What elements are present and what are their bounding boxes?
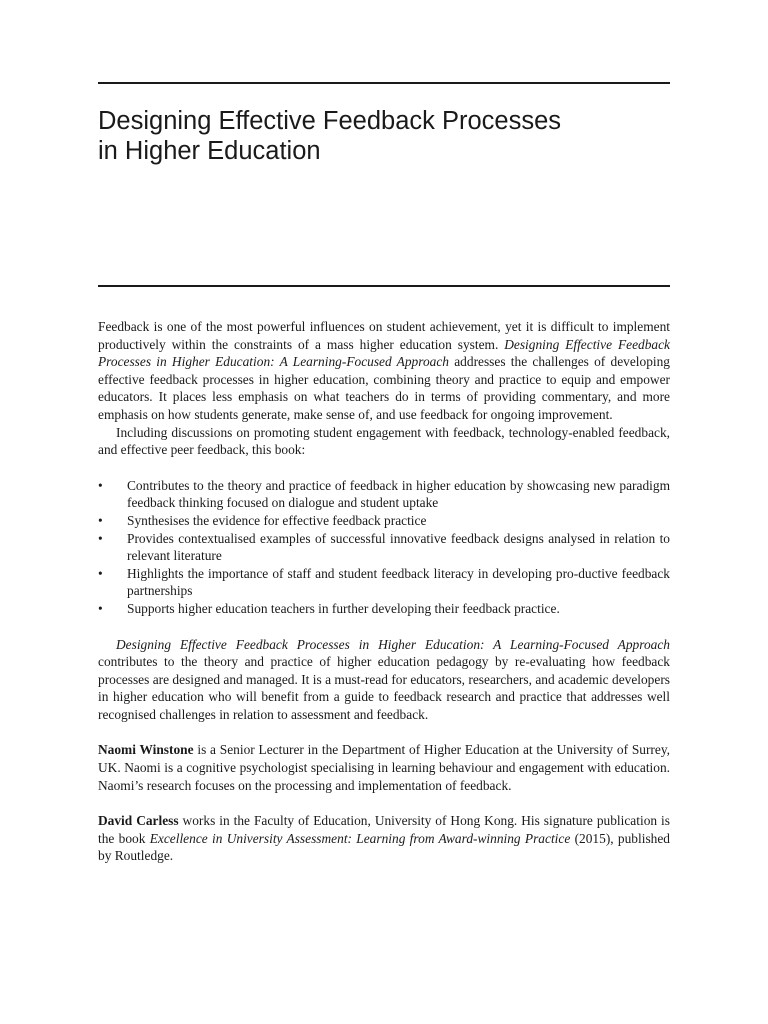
list-item: • Provides contextualised examples of successful innovative feedback designs analysed in relation to relevant literature (98, 530, 670, 564)
feature-list (98, 477, 670, 618)
bottom-rule (98, 285, 670, 287)
intro-paragraph-2: Including discussions on promoting student engagement with feedback, technology-enabled feedback, and effective peer feedback, this book: (98, 424, 670, 458)
bullet-icon: • (98, 530, 103, 546)
summary-book-title: Designing Effective Feedback Processes in Higher Education: A Learning-Focused Approach (116, 636, 670, 652)
list-item: • Synthesises the evidence for effective feedback practice (98, 512, 427, 528)
author-book-title: Excellence in University Assessment: Learning from Award-winning Practice (149, 830, 571, 846)
book-title-line-1: Designing Effective Feedback Processes (98, 107, 562, 135)
bullet-icon: • (98, 565, 103, 581)
list-item: • Supports higher education teachers in further developing their feedback practice. (98, 600, 560, 616)
book-description (98, 318, 670, 865)
summary-paragraph: Designing Effective Feedback Processes in Higher Education: A Learning-Focused Approach contributes to the theory and practice of higher education pedagogy by re-evaluating how feedback processes are designed and managed. It is a must-read for educators, researchers, and academic developers in higher education who will benefit from a guide to feedback research and practice that addresses well recognised challenges in relation to assessment and feedback. (98, 636, 670, 722)
bullet-icon: • (98, 477, 103, 493)
bullet-icon: • (98, 600, 103, 616)
list-item: • Highlights the importance of staff and student feedback literacy in developing pro-ductive feedback partnerships (98, 565, 670, 599)
author-name: David Carless (98, 813, 179, 829)
author-bio-carless: David Carless works in the Faculty of Education, University of Hong Kong. His signature publication is the book Excellence in University Assessment: Learning from Award-winning Practice (2015), published by Routledge. (98, 813, 670, 864)
book-title-line-2: in Higher Education (98, 137, 321, 165)
bullet-icon: • (98, 512, 103, 528)
intro-paragraph (98, 318, 670, 424)
author-name: Naomi Winstone (98, 742, 194, 758)
book-title (98, 106, 670, 166)
list-item: • Contributes to the theory and practice of feedback in higher education by showcasing new paradigm feedback thinking focused on dialogue and student uptake (98, 477, 670, 511)
intro-book-title: Designing Effective Feedback Processes in Higher Education: A Learning-Focused Approach (98, 336, 670, 370)
top-rule (98, 82, 670, 84)
author-bio-winstone: Naomi Winstone is a Senior Lecturer in the Department of Higher Education at the University of Surrey, UK. Naomi is a cognitive psychologist specialising in learning behaviour and engagement with education. Naomi’s research focuses on the processing and implementation of feedback. (98, 742, 670, 793)
intro-text-2: addresses the challenges of developing effective feedback processes in higher education, combining theory and practice to equip and empower educators. It places less emphasis on what teachers do in terms of providing commentary, and more emphasis on how students generate, make sense of, and use feedback for ongoing improvement. (98, 354, 671, 422)
intro-text-1: Feedback is one of the most powerful influences on student achievement, yet it is difficult to implement productively within the constraints of a mass higher education system. (98, 319, 670, 352)
